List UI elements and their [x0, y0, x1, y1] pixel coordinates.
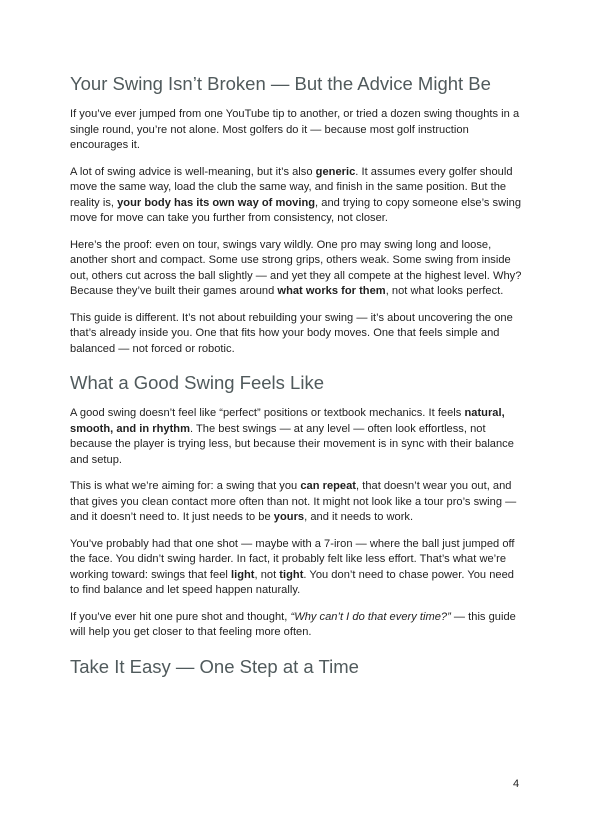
paragraph	[70, 537, 522, 599]
section-body	[70, 406, 522, 641]
section-body	[70, 107, 522, 357]
text-run: . It assumes every golfer should move the same way, load the club the same way, and finish in the same position. But the reality is,	[70, 165, 513, 209]
section-heading-take-it-easy: Take It Easy — One Step at a Time	[70, 655, 359, 677]
text-run: A lot of swing advice is well-meaning, but it’s also	[70, 165, 316, 178]
text-run: , and trying to copy someone else’s swing move for move can take you further from consistency, not closer.	[70, 196, 522, 224]
text-run: A good swing doesn’t feel like “perfect” positions or textbook mechanics. It feels	[70, 407, 465, 419]
bold-text: natural, smooth, and in rhythm	[70, 407, 505, 435]
text-run: — this guide will help you get closer to that feeling more often.	[70, 610, 516, 638]
text-run: , not what looks perfect.	[385, 285, 504, 297]
bold-text: your body has its own way of moving	[117, 196, 316, 209]
bold-text: tight	[279, 568, 304, 581]
text-run: You’ve probably had that one shot — maybe with a 7-iron — where the ball just jumped off the face. You didn’t swing harder. In fact, it probably felt like less effort. That’s what we’re working toward: swings that feel	[70, 537, 515, 581]
italic-text: “Why can’t I do that every time?”	[290, 610, 451, 623]
bold-text: yours	[273, 511, 305, 523]
bold-text: light	[230, 568, 255, 581]
text-run: , that doesn’t wear you out, and that gives you clean contact more often than not. It might not look like a tour pro’s swing — and it doesn’t need to. It just needs to be	[70, 480, 517, 523]
text-run: , and it needs to work.	[304, 511, 414, 523]
section-heading-good-swing: What a Good Swing Feels Like	[70, 372, 324, 393]
text-run: If you’ve ever jumped from one YouTube tip to another, or tried a dozen swing thoughts in a single round, you’re not alone. Most golfers do it — because most golf instruction encourages it.	[70, 108, 520, 151]
page-content	[70, 72, 522, 679]
text-run: This is what we’re aiming for: a swing that you	[70, 480, 301, 492]
paragraph	[70, 479, 522, 526]
text-run: This guide is different. It’s not about rebuilding your swing — it’s about uncovering the one that’s already inside you. One that fits how your body moves. One that feels simple and balanced — not forced or robotic.	[70, 311, 513, 355]
paragraph	[70, 165, 522, 227]
bold-text: what works for them	[277, 285, 386, 297]
text-run: . The best swings — at any level — often look effortless, not because the player is trying less, but because their movement is in sync with their balance and setup.	[70, 422, 514, 466]
text-run: Here’s the proof: even on tour, swings vary wildly. One pro may swing long and loose, another short and compact. Some use strong grips, others weak. Some swing from inside out, others cut across the ball slightly — and yet they all compete at the highest level. Why? Because they’ve built their games around	[70, 238, 522, 297]
paragraph	[70, 311, 522, 358]
bold-text: can repeat	[300, 480, 357, 492]
bold-text: generic	[315, 165, 356, 178]
page-number: 4	[513, 778, 520, 790]
paragraph	[70, 238, 522, 300]
paragraph	[70, 406, 522, 468]
text-run: . You don’t need to chase power. You need to find balance and let speed happen naturally.	[70, 568, 514, 596]
text-run: , not	[254, 568, 280, 581]
paragraph	[70, 610, 522, 641]
paragraph	[70, 107, 522, 154]
section-heading-your-swing: Your Swing Isn’t Broken — But the Advice Might Be	[70, 73, 491, 94]
text-run: If you’ve ever hit one pure shot and thought,	[70, 610, 291, 623]
